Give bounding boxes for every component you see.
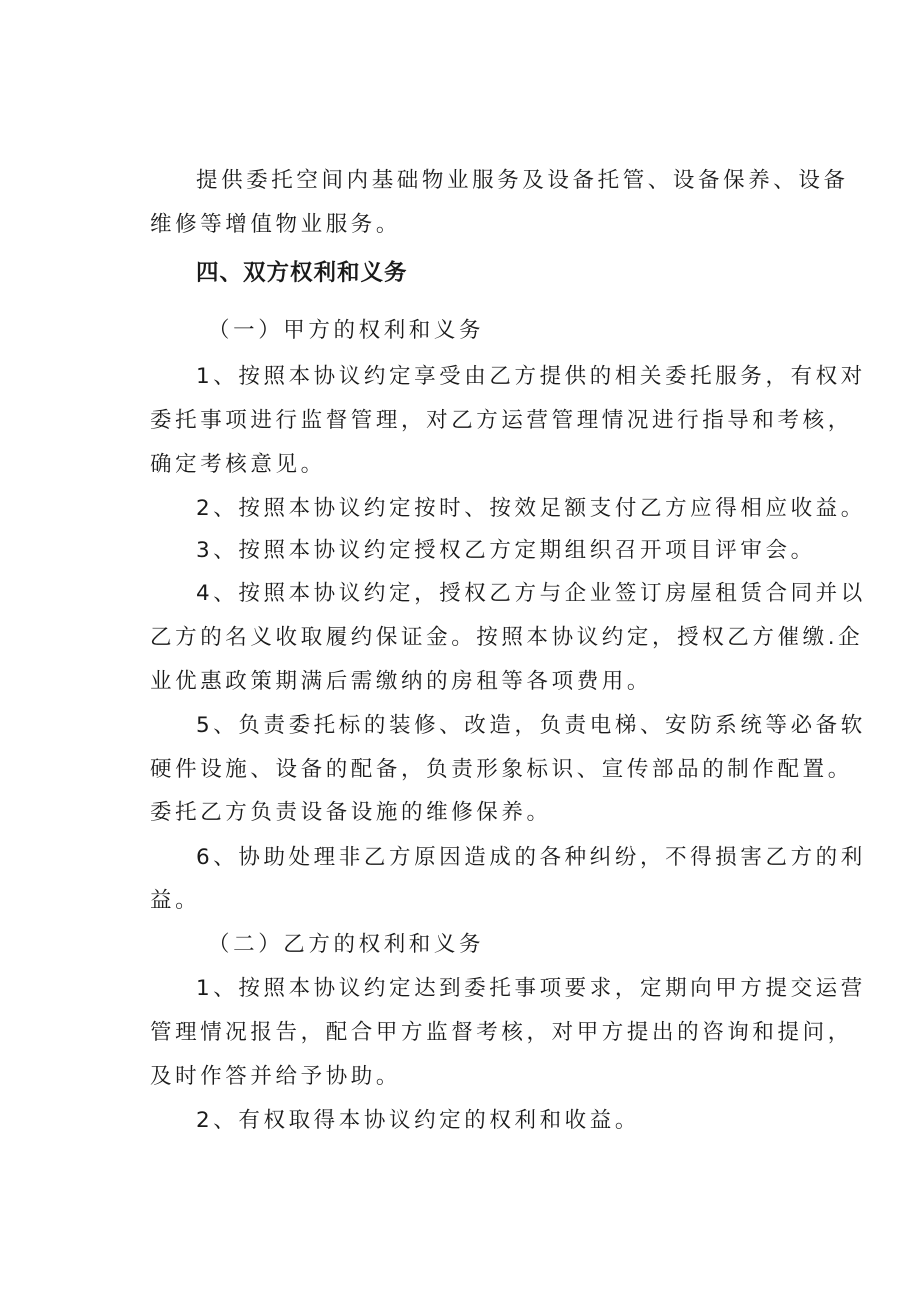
party-b-item-1-line: 1、按照本协议约定达到委托事项要求，定期向甲方提交运营 (196, 976, 866, 1001)
party-b-item-2-line: 2、有权取得本协议约定的权利和收益。 (196, 1108, 640, 1133)
party-a-item-1-line: 委托事项进行监督管理，对乙方运营管理情况进行指导和考核， (150, 408, 853, 433)
party-a-item-5-line: 5、负责委托标的装修、改造，负责电梯、安防系统等必备软 (196, 713, 866, 738)
party-b-item-1-line: 管理情况报告，配合甲方监督考核，对甲方提出的咨询和提问， (150, 1020, 853, 1045)
party-a-item-5-line: 硬件设施、设备的配备，负责形象标识、宣传部品的制作配置。 (150, 757, 853, 782)
party-a-item-1-line: 确定考核意见。 (150, 452, 326, 477)
section-title: 四、双方权利和义务 (196, 260, 408, 286)
party-b-heading: （二）乙方的权利和义务 (208, 932, 485, 957)
party-a-item-4-line: 4、按照本协议约定，授权乙方与企业签订房屋租赁合同并以 (196, 581, 866, 606)
party-a-item-4-line: 乙方的名义收取履约保证金。按照本协议约定，授权乙方催缴.企 (150, 625, 864, 650)
party-a-item-6-line: 益。 (150, 888, 201, 913)
party-b-item-1-line: 及时作答并给予协助。 (150, 1064, 402, 1089)
intro-line: 维修等增值物业服务。 (150, 212, 402, 237)
party-a-item-6-line: 6、协助处理非乙方原因造成的各种纠纷，不得损害乙方的利 (196, 845, 866, 870)
party-a-item-5-line: 委托乙方负责设备设施的维修保养。 (150, 800, 552, 825)
party-a-item-2-line: 2、按照本协议约定按时、按效足额支付乙方应得相应收益。 (196, 496, 866, 521)
intro-line: 提供委托空间内基础物业服务及设备托管、设备保养、设备 (196, 168, 849, 193)
party-a-item-4-line: 业优惠政策期满后需缴纳的房租等各项费用。 (150, 669, 653, 694)
party-a-heading: （一）甲方的权利和义务 (208, 318, 485, 343)
party-a-item-3-line: 3、按照本协议约定授权乙方定期组织召开项目评审会。 (196, 538, 816, 563)
party-a-item-1-line: 1、按照本协议约定享受由乙方提供的相关委托服务，有权对 (196, 364, 866, 389)
